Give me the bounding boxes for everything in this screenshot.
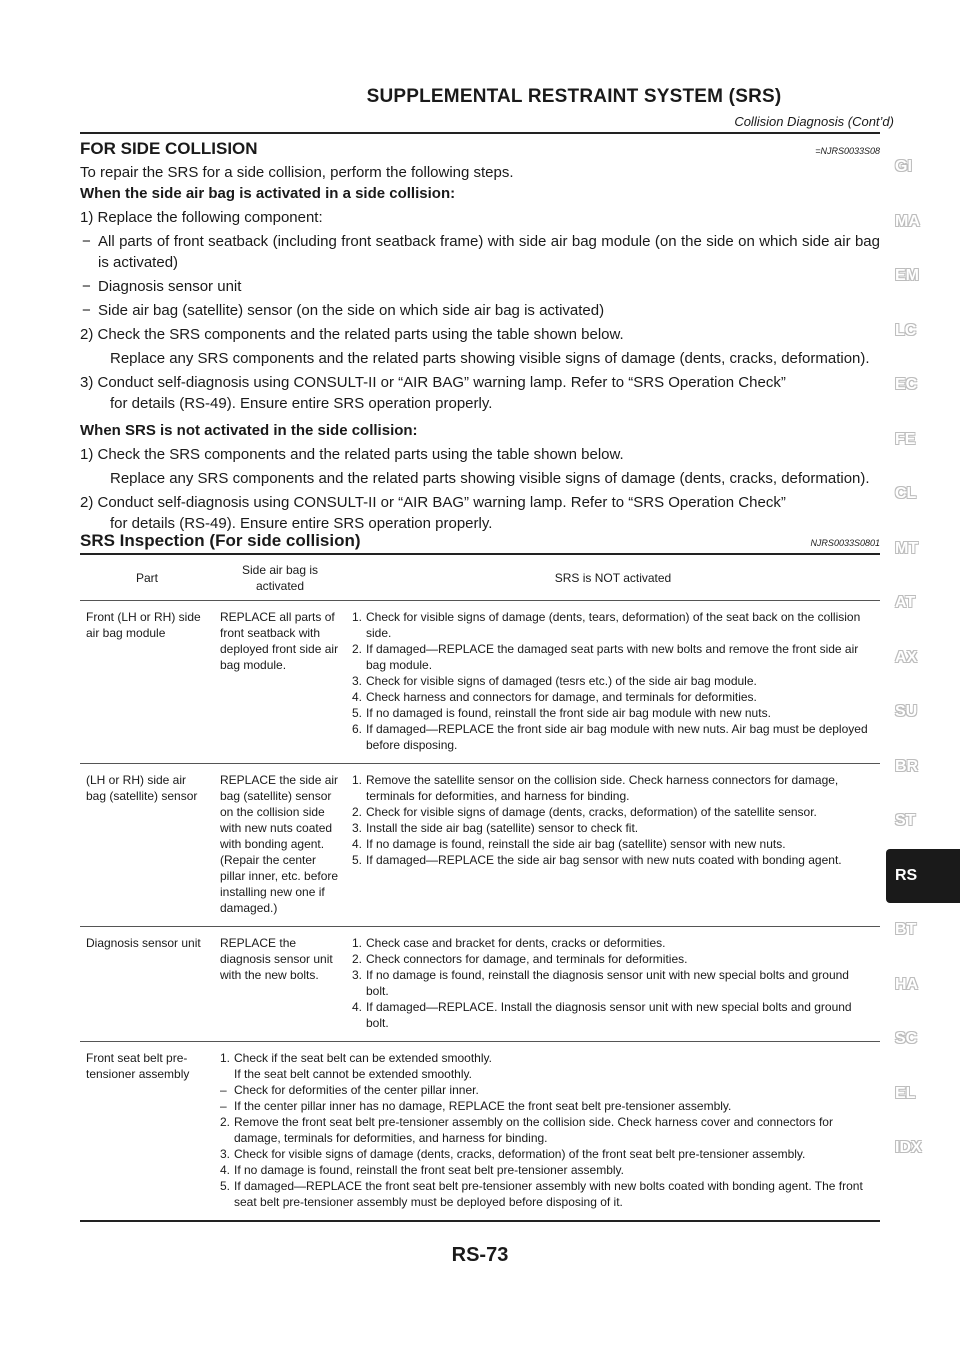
step-detail: for details (RS-49). Ensure entire SRS operation properly.: [110, 395, 493, 412]
bullet-text: All parts of front seatback (including front seatback frame) with side air bag module (on the side on which side air bag is activated): [98, 233, 880, 271]
section-ref: NJRS0033S0801: [810, 538, 880, 548]
bullet-item: [80, 231, 880, 273]
bullet-item: [80, 300, 880, 321]
section-tabs: [886, 140, 960, 1176]
section-tab-em[interactable]: EM: [895, 267, 919, 285]
part-cell: Front (LH or RH) side air bag module: [80, 601, 214, 764]
section-tab-ma[interactable]: MA: [895, 212, 920, 230]
activated-cell: REPLACE the side air bag (satellite) sensor on the collision side with new nuts coated with bonding agent. (Repair the center pillar inner, etc. before installing new one if damaged.): [214, 764, 346, 927]
step-text: Check case and bracket for dents, cracks or deformities.: [366, 936, 666, 950]
step-text: Check for deformities of the center pillar inner.: [234, 1083, 479, 1097]
table-row: [80, 764, 880, 927]
combined-cell: [214, 1042, 880, 1222]
section-tab-gi[interactable]: GI: [895, 158, 912, 176]
section-ref: =NJRS0033S08: [815, 146, 880, 156]
column-header-part: Part: [80, 556, 214, 601]
step-text: Check connectors for damage, and terminals for deformities.: [366, 952, 688, 966]
step-text: If the center pillar inner has no damage, REPLACE the front seat belt pre-tensioner assembly.: [234, 1099, 732, 1113]
part-cell: Diagnosis sensor unit: [80, 927, 214, 1042]
step-number: 2.: [220, 1115, 231, 1129]
step-text: If damaged—REPLACE the damaged seat parts with new bolts and remove the front side air bag module.: [366, 642, 859, 672]
step-number: 5.: [352, 706, 363, 720]
section-tab-lc[interactable]: LC: [895, 321, 917, 339]
step-text: If no damage is found, reinstall the diagnosis sensor unit with new special bolts and ground bolt.: [366, 968, 849, 998]
section-tab-cl[interactable]: CL: [895, 485, 917, 503]
step-number: 5.: [352, 853, 363, 867]
section-tab-rs[interactable]: RS: [886, 849, 960, 904]
section-tab-ax[interactable]: AX: [895, 648, 918, 666]
step-number: [220, 1066, 234, 1082]
step-text: Check for visible signs of damaged (tesrs etc.) of the side air bag module.: [366, 674, 757, 688]
step-detail: Replace any SRS components and the related parts showing visible signs of damage (dents, cracks, deformation).: [110, 470, 870, 487]
case-not-activated-heading: When SRS is not activated in the side collision:: [80, 422, 418, 439]
step-number: 4.: [352, 690, 363, 704]
step-item: [352, 772, 874, 804]
section-tab-br[interactable]: BR: [895, 757, 919, 775]
step-number: –: [220, 1099, 227, 1113]
not-activated-cell: [346, 764, 880, 927]
step-detail: Replace any SRS components and the related parts showing visible signs of damage (dents, cracks, deformation).: [110, 350, 870, 367]
step-item: [352, 705, 874, 721]
step-item: [220, 1066, 874, 1082]
section-srs-inspection: [80, 531, 880, 555]
step-text: If damaged—REPLACE. Install the diagnosis sensor unit with new special bolts and ground bolt.: [366, 1000, 852, 1030]
table-row: [80, 1042, 880, 1222]
step-number: 1.: [352, 936, 363, 950]
step-text: If damaged—REPLACE the side air bag sensor with new nuts coated with bonding agent.: [366, 853, 842, 867]
step-item: [220, 1162, 874, 1178]
section-heading: [80, 531, 880, 555]
step-item: [220, 1082, 874, 1098]
section-tab-ec[interactable]: EC: [895, 376, 918, 394]
step-item: [352, 804, 874, 820]
step-number: 3.: [352, 968, 363, 982]
step-number: 4.: [220, 1163, 231, 1177]
section-tab-idx[interactable]: IDX: [895, 1139, 922, 1157]
bullet-item: [80, 276, 880, 297]
header-rule: [80, 132, 880, 134]
inspection-table: [80, 556, 880, 1222]
step-item: [352, 641, 874, 673]
step-text: Check for visible signs of damage (dents, cracks, deformation) of the front seat belt pre-tensioner assembly.: [234, 1147, 806, 1161]
step-text: Remove the front seat belt pre-tensioner assembly on the collision side. Check harness cover and connectors for damage, terminals for deformities, and harness for binding.: [234, 1115, 833, 1145]
step-item: [352, 967, 874, 999]
step-text: 3) Conduct self-diagnosis using CONSULT-II or “AIR BAG” warning lamp. Refer to “SRS Operation Check”: [80, 374, 786, 391]
step-text: If no damage is found, reinstall the front seat belt pre-tensioner assembly.: [234, 1163, 624, 1177]
step-item: [220, 1114, 874, 1146]
step-number: 3.: [352, 821, 363, 835]
section-tab-su[interactable]: SU: [895, 703, 918, 721]
step-number: 3.: [220, 1147, 231, 1161]
table-row: [80, 601, 880, 764]
table-header-row: [80, 556, 880, 601]
section-tab-at[interactable]: AT: [895, 594, 916, 612]
section-tab-bt[interactable]: BT: [895, 921, 917, 939]
column-header-not-activated: SRS is NOT activated: [346, 556, 880, 601]
dash-glyph: −: [82, 233, 91, 250]
dash-glyph: −: [82, 302, 91, 319]
step-number: 4.: [352, 1000, 363, 1014]
step-number: 6.: [352, 722, 363, 736]
step-text: Check harness and connectors for damage, and terminals for deformities.: [366, 690, 757, 704]
step-item: [352, 609, 874, 641]
page-subtitle: Collision Diagnosis (Cont’d): [734, 114, 894, 129]
bullet-text: Diagnosis sensor unit: [98, 278, 242, 295]
section-tab-el[interactable]: EL: [895, 1084, 916, 1102]
step-text: 2) Conduct self-diagnosis using CONSULT-II or “AIR BAG” warning lamp. Refer to “SRS Operation Check”: [80, 494, 786, 511]
step-number: 1.: [352, 610, 363, 624]
step-number: 5.: [220, 1179, 231, 1193]
step-item: [352, 689, 874, 705]
step-item: [352, 820, 874, 836]
page-number: RS-73: [451, 1244, 509, 1266]
step-text: Check for visible signs of damage (dents, tears, deformation) of the seat back on the collision side.: [366, 610, 861, 640]
step-text: Check if the seat belt can be extended smoothly.: [234, 1051, 492, 1065]
step-text: If no damaged is found, reinstall the front side air bag module with new nuts.: [366, 706, 771, 720]
step-text: If the seat belt cannot be extended smoothly.: [234, 1067, 472, 1081]
step-number: 4.: [352, 837, 363, 851]
case-activated-heading: When the side air bag is activated in a side collision:: [80, 185, 456, 202]
page-title: SUPPLEMENTAL RESTRAINT SYSTEM (SRS): [366, 86, 782, 107]
step-number: 2.: [352, 642, 363, 656]
not-activated-cell: [346, 601, 880, 764]
step-number: 2.: [352, 952, 363, 966]
step-item: [352, 852, 874, 868]
step-number: 2.: [352, 805, 363, 819]
table-row: [80, 927, 880, 1042]
step-text: 1) Check the SRS components and the related parts using the table shown below.: [80, 446, 624, 463]
bullet-text: Side air bag (satellite) sensor (on the side on which side air bag is activated): [98, 302, 605, 319]
step-item: [220, 1146, 874, 1162]
step-item: [220, 1098, 874, 1114]
step-number: 1.: [352, 773, 363, 787]
step-text: Check for visible signs of damage (dents, cracks, deformation) of the satellite sensor.: [366, 805, 817, 819]
section-tab-st[interactable]: ST: [895, 812, 916, 830]
not-activated-cell: [346, 927, 880, 1042]
step-text: If damaged—REPLACE the front seat belt pre-tensioner assembly with new bolts coated with bonding agent. The front seat belt pre-tensioner assembly must be deployed before disposing of it.: [234, 1179, 863, 1209]
step-text: If damaged—REPLACE the front side air bag module with new nuts. Air bag must be deployed before disposing.: [366, 722, 868, 752]
step-number: 1.: [220, 1051, 231, 1065]
step-detail: for details (RS-49). Ensure entire SRS operation properly.: [110, 515, 493, 532]
step-text: 1) Replace the following component:: [80, 209, 323, 226]
step-item: [352, 951, 874, 967]
section-title: SRS Inspection (For side collision): [80, 531, 361, 550]
intro-text: To repair the SRS for a side collision, perform the following steps.: [80, 164, 514, 181]
page-header: [254, 86, 894, 129]
step-item: [352, 935, 874, 951]
step-number: 3.: [352, 674, 363, 688]
step-item: [352, 721, 874, 753]
column-header-activated: Side air bag is activated: [214, 556, 346, 601]
section-tab-sc[interactable]: SC: [895, 1030, 918, 1048]
dash-glyph: −: [82, 278, 91, 295]
step-text: If no damage is found, reinstall the side air bag (satellite) sensor with new nuts.: [366, 837, 786, 851]
step-text: 2) Check the SRS components and the related parts using the table shown below.: [80, 326, 624, 343]
step-text: Install the side air bag (satellite) sensor to check fit.: [366, 821, 639, 835]
activated-cell: REPLACE all parts of front seatback with deployed front side air bag module.: [214, 601, 346, 764]
step-item: [220, 1050, 874, 1066]
step-item: [352, 836, 874, 852]
section-side-collision: [80, 138, 880, 534]
section-tab-mt[interactable]: MT: [895, 539, 919, 557]
step-item: [352, 999, 874, 1031]
step-item: [220, 1178, 874, 1210]
part-cell: Front seat belt pre-tensioner assembly: [80, 1042, 214, 1222]
part-cell: (LH or RH) side air bag (satellite) sensor: [80, 764, 214, 927]
section-tab-fe[interactable]: FE: [895, 430, 916, 448]
step-item: [352, 673, 874, 689]
section-tab-ha[interactable]: HA: [895, 975, 919, 993]
activated-cell: REPLACE the diagnosis sensor unit with the new bolts.: [214, 927, 346, 1042]
section-heading: [80, 138, 880, 162]
step-number: –: [220, 1083, 227, 1097]
section-title: FOR SIDE COLLISION: [80, 139, 258, 158]
step-text: Remove the satellite sensor on the collision side. Check harness connectors for damage, terminals for deformities, and harness for binding.: [366, 773, 839, 803]
